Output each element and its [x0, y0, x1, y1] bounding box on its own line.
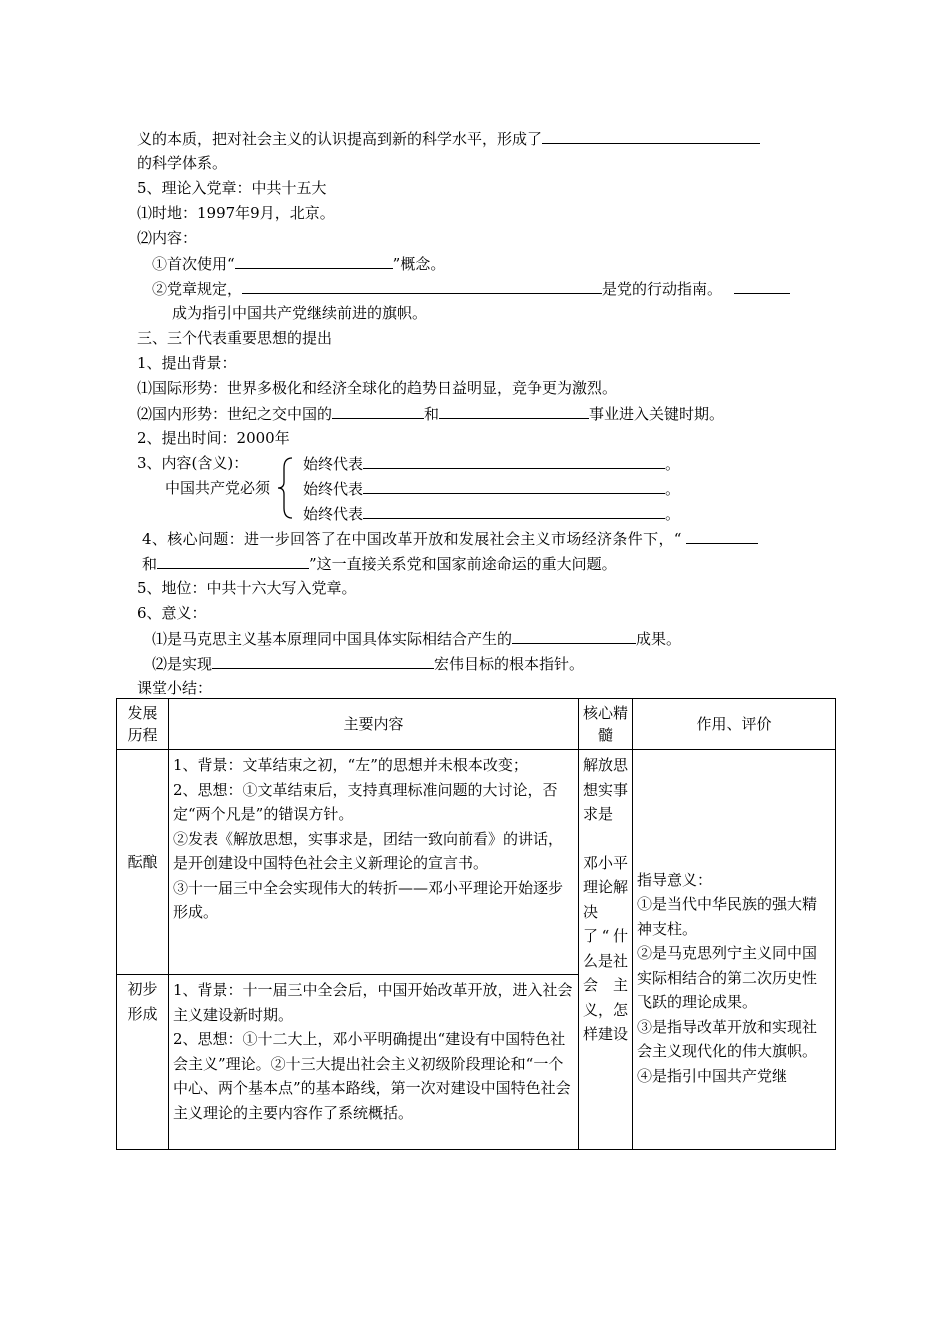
answer-blank[interactable]: [363, 478, 665, 494]
answer-blank[interactable]: [512, 628, 636, 644]
line-21: [152, 653, 584, 673]
header-stage: 发展历程: [117, 699, 169, 750]
answer-blank[interactable]: [439, 403, 589, 419]
text: 始终代表: [303, 505, 364, 523]
text: 。: [665, 455, 681, 473]
evaluation-cell: [633, 750, 836, 1150]
text: 始终代表: [303, 455, 364, 473]
text: 成果。: [636, 630, 682, 648]
table-row: [117, 750, 836, 975]
text: ”这一直接关系党和国家前途命运的重大问题。: [309, 555, 617, 573]
line-16: [142, 528, 758, 548]
evaluation-line: 指导意义：: [637, 870, 713, 889]
line-1: [137, 128, 760, 148]
line-5: ⑵内容：: [137, 229, 198, 247]
text: 事业进入关键时期。: [589, 405, 725, 423]
answer-blank[interactable]: [363, 503, 665, 519]
line-4: ⑴时地：1997年9月，北京。: [137, 204, 335, 222]
line-17: [142, 553, 617, 573]
line-2: 的科学体系。: [137, 154, 228, 172]
line-20: [152, 628, 681, 648]
content-line: ②发表《解放思想，实事求是，团结一致向前看》的讲话，是开创建设中国特色社会主义新理论的宣言书。: [173, 829, 564, 872]
answer-blank[interactable]: [242, 278, 602, 294]
line-13: 2、提出时间：2000年: [137, 429, 290, 447]
line-6: [152, 253, 445, 273]
stage-cell: [117, 750, 169, 975]
content-line: 2、思想：①文革结束后，支持真理标准问题的大讨论，否定“两个凡是”的错误方针。: [173, 780, 558, 823]
answer-blank[interactable]: [542, 128, 760, 144]
text: 义的本质，把对社会主义的认识提高到新的科学水平，形成了: [137, 130, 543, 148]
answer-blank[interactable]: [212, 653, 434, 669]
text: 是党的行动指南。: [602, 280, 723, 298]
brace: [276, 456, 294, 524]
content-line: 1、背景：十一届三中全会后，中国开始改革开放，进入社会主义建设新时期。: [173, 981, 573, 1024]
line-15: 中国共产党必须: [165, 479, 271, 497]
line-7: [152, 278, 790, 298]
text: 宏伟目标的根本指针。: [434, 655, 585, 673]
line-3: 5、理论入党章：中共十五大: [137, 179, 327, 197]
line-19: 6、意义：: [137, 604, 207, 622]
text: 。: [665, 480, 681, 498]
content-line: 1、背景：文革结束之初，“左”的思想并未根本改变；: [173, 756, 528, 774]
core-text-a: 解放思想实事求是: [583, 756, 629, 823]
core-cell: [579, 750, 633, 1150]
stage-cell: [117, 975, 169, 1150]
text: 始终代表: [303, 480, 364, 498]
header-content: 主要内容: [169, 699, 579, 750]
text: 。: [665, 505, 681, 523]
section-title: 三、三个代表重要思想的提出: [137, 329, 333, 347]
line-11: ⑴国际形势：世界多极化和经济全球化的趋势日益明显，竞争更为激烈。: [137, 379, 618, 397]
class-summary-label: 课堂小结：: [137, 679, 213, 697]
evaluation-line: ③是指导改革开放和实现社会主义现代化的伟大旗帜。: [637, 1017, 818, 1061]
answer-blank[interactable]: [734, 278, 790, 294]
represent-3: [303, 503, 680, 523]
text: ”概念。: [392, 255, 446, 273]
content-line: 2、思想：①十二大上，邓小平明确提出“建设有中国特色社会主义”理论。②十三大提出社会主义初级阶段理论和“一个中心、两个基本点”的基本路线，第一次对建设中国特色社会主义理论的主要内容作了系统概括。: [173, 1030, 571, 1122]
represent-1: [303, 453, 680, 473]
line-10: 1、提出背景：: [137, 354, 237, 372]
answer-blank[interactable]: [332, 403, 424, 419]
content-line: ③十一届三中全会实现伟大的转折——邓小平理论开始逐步形成。: [173, 878, 564, 921]
evaluation-line: ①是当代中华民族的强大精神支柱。: [637, 895, 818, 938]
text: ⑴是马克思主义基本原理同中国具体实际相结合产生的: [152, 630, 513, 648]
text: ⑵国内形势：世纪之交中国的: [137, 405, 333, 423]
table-header-row: [117, 699, 836, 750]
summary-table: [116, 698, 836, 1150]
evaluation-line: ②是马克思列宁主义同中国实际相结合的第二次历史性飞跃的理论成果。: [637, 944, 818, 1012]
header-core: 核心精髓: [579, 699, 633, 750]
answer-blank[interactable]: [363, 453, 665, 469]
stage-label: 初步形成: [127, 980, 158, 1023]
stage-label: 酝酿: [127, 852, 158, 871]
evaluation-line: ④是指引中国共产党继: [637, 1066, 788, 1085]
header-evaluation: 作用、评价: [633, 699, 836, 750]
content-cell: [169, 975, 579, 1150]
answer-blank[interactable]: [235, 253, 393, 269]
line-8: 成为指引中国共产党继续前进的旗帜。: [172, 304, 428, 322]
line-18: 5、地位：中共十六大写入党章。: [137, 579, 357, 597]
text: 和: [424, 405, 440, 423]
text: ①首次使用“: [152, 255, 235, 273]
text: ⑵是实现: [152, 655, 213, 673]
answer-blank[interactable]: [157, 553, 309, 569]
text: ②党章规定，: [152, 280, 243, 298]
content-cell: [169, 750, 579, 975]
text: 4、核心问题：进一步回答了在中国改革开放和发展社会主义市场经济条件下，“: [142, 530, 682, 548]
line-14: 3、内容(含义)：: [137, 454, 249, 472]
text: 和: [142, 555, 158, 573]
core-text-b: 邓小平理论解决了“什么是社会主义，怎样建设: [583, 853, 629, 1043]
line-12: [137, 403, 724, 423]
answer-blank[interactable]: [686, 528, 758, 544]
represent-2: [303, 478, 680, 498]
